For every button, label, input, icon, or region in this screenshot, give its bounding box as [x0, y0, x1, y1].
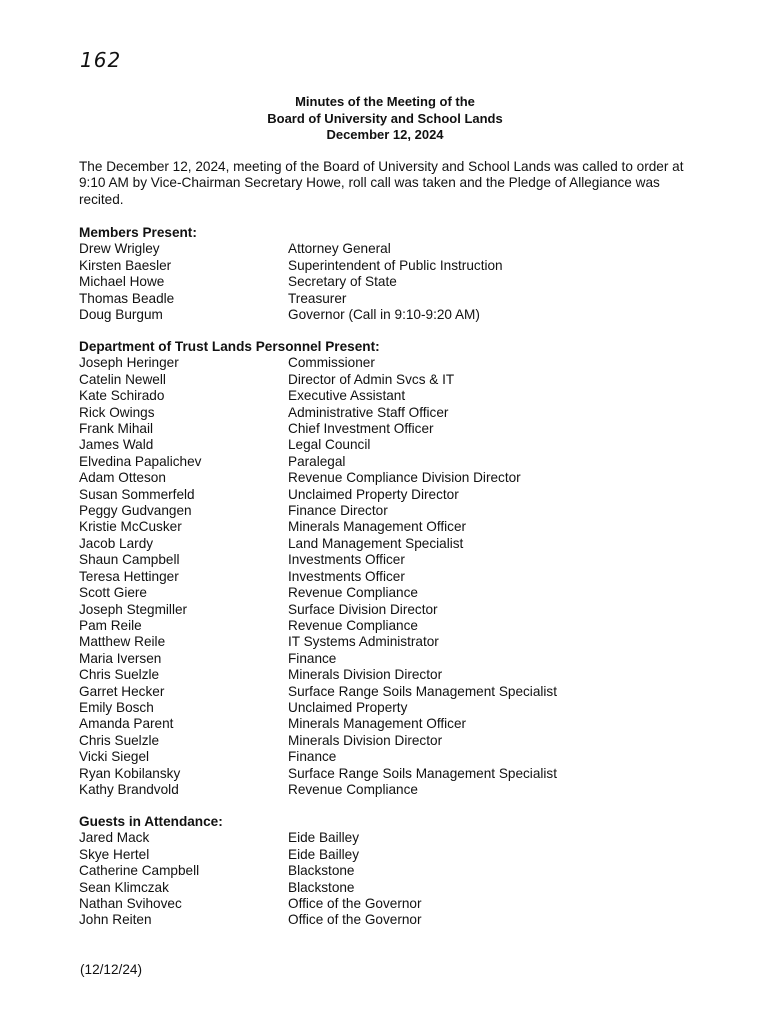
attendee-title: Unclaimed Property Director	[288, 486, 459, 502]
attendee-title: Legal Council	[288, 437, 371, 453]
attendee-row	[79, 863, 699, 879]
attendee-title: Secretary of State	[288, 274, 397, 290]
attendee-name: Amanda Parent	[79, 716, 174, 732]
attendee-name: Rick Owings	[79, 404, 155, 420]
attendee-row	[79, 274, 699, 290]
attendee-name: Scott Giere	[79, 585, 147, 601]
attendee-title: Superintendent of Public Instruction	[288, 257, 503, 273]
attendee-name: Chris Suelzle	[79, 667, 160, 683]
attendee-title: Blackstone	[288, 863, 355, 879]
attendee-name: Susan Sommerfeld	[79, 486, 195, 502]
attendee-row	[79, 896, 699, 912]
attendee-row	[79, 437, 699, 453]
attendee-title: Eide Bailley	[288, 846, 360, 862]
attendee-name: Pam Reile	[79, 617, 142, 633]
attendee-row	[79, 372, 699, 388]
attendee-name: Jacob Lardy	[79, 535, 154, 551]
attendee-row	[79, 470, 699, 486]
footer-date: (12/12/24)	[80, 962, 142, 977]
attendee-row	[79, 585, 699, 601]
attendee-row	[79, 258, 699, 274]
attendee-row	[79, 684, 699, 700]
attendee-name: Catelin Newell	[79, 371, 166, 387]
attendee-title: Surface Range Soils Management Specialist	[288, 765, 558, 781]
attendee-row	[79, 716, 699, 732]
attendee-title: Treasurer	[288, 290, 347, 306]
attendee-row	[79, 454, 699, 470]
guests-attendance-section	[79, 814, 699, 929]
title-line-2: Board of University and School Lands	[267, 110, 503, 126]
title-line-1: Minutes of the Meeting of the	[295, 94, 475, 109]
attendee-title: Surface Range Soils Management Specialist	[288, 683, 558, 699]
attendee-row	[79, 912, 699, 928]
attendee-row	[79, 733, 699, 749]
attendee-name: Teresa Hettinger	[79, 568, 179, 584]
attendee-title: Director of Admin Svcs & IT	[288, 371, 455, 387]
attendee-title: Land Management Specialist	[288, 535, 464, 551]
attendee-title: Revenue Compliance	[288, 781, 418, 797]
attendee-row	[79, 487, 699, 503]
attendee-row	[79, 880, 699, 896]
attendee-title: Finance	[288, 749, 337, 765]
attendee-row	[79, 388, 699, 404]
attendee-row	[79, 602, 699, 618]
attendee-name: Emily Bosch	[79, 699, 154, 715]
attendee-name: Thomas Beadle	[79, 290, 175, 306]
attendee-title: Blackstone	[288, 879, 355, 895]
attendee-title: Eide Bailley	[288, 830, 360, 846]
attendee-title: Chief Investment Officer	[288, 421, 434, 437]
attendee-title: Finance Director	[288, 503, 388, 519]
attendee-row	[79, 355, 699, 371]
attendee-name: Maria Iversen	[79, 650, 162, 666]
attendee-name: Kirsten Baesler	[79, 257, 172, 273]
attendee-row	[79, 782, 699, 798]
attendee-title: Revenue Compliance	[288, 585, 418, 601]
attendee-title: Administrative Staff Officer	[288, 404, 449, 420]
attendee-row	[79, 519, 699, 535]
attendee-title: Revenue Compliance Division Director	[288, 470, 521, 486]
attendee-title: Minerals Division Director	[288, 667, 443, 683]
attendee-row	[79, 405, 699, 421]
attendee-name: Catherine Campbell	[79, 863, 200, 879]
attendee-name: Adam Otteson	[79, 470, 166, 486]
document-title	[0, 94, 770, 144]
attendee-title: Office of the Governor	[288, 912, 422, 928]
attendee-name: James Wald	[79, 437, 154, 453]
attendee-title: Minerals Division Director	[288, 732, 443, 748]
attendee-row	[79, 651, 699, 667]
attendee-title: Office of the Governor	[288, 896, 422, 912]
attendee-row	[79, 667, 699, 683]
attendee-row	[79, 503, 699, 519]
title-line-3: December 12, 2024	[326, 127, 444, 142]
attendee-title: Minerals Management Officer	[288, 519, 467, 535]
attendee-name: Doug Burgum	[79, 307, 163, 323]
attendee-title: Minerals Management Officer	[288, 716, 467, 732]
attendee-name: Garret Hecker	[79, 683, 165, 699]
attendee-name: Joseph Stegmiller	[79, 601, 188, 617]
attendee-row	[79, 552, 699, 568]
attendee-name: Elvedina Papalichev	[79, 453, 202, 469]
attendee-title: Executive Assistant	[288, 388, 406, 404]
personnel-present-section	[79, 339, 699, 798]
intro-paragraph: The December 12, 2024, meeting of the Board of University and School Lands was called to order at 9:10 AM by Vice-Chairman Secretary Howe, roll call was taken and the Pledge of Allegiance was recited.	[79, 159, 684, 207]
attendee-name: Joseph Heringer	[79, 355, 179, 371]
attendee-row	[79, 536, 699, 552]
attendee-name: John Reiten	[79, 912, 152, 928]
attendee-row	[79, 749, 699, 765]
attendee-title: Paralegal	[288, 453, 346, 469]
attendee-row	[79, 241, 699, 257]
personnel-present-heading: Department of Trust Lands Personnel Present:	[79, 339, 380, 354]
attendee-row	[79, 634, 699, 650]
attendee-row	[79, 421, 699, 437]
members-present-section	[79, 225, 699, 323]
attendee-row	[79, 307, 699, 323]
attendee-title: Unclaimed Property	[288, 699, 408, 715]
attendee-row	[79, 700, 699, 716]
attendee-name: Peggy Gudvangen	[79, 503, 192, 519]
attendee-name: Kristie McCusker	[79, 519, 182, 535]
attendee-name: Matthew Reile	[79, 634, 166, 650]
attendee-row	[79, 618, 699, 634]
attendee-title: IT Systems Administrator	[288, 634, 439, 650]
attendee-name: Michael Howe	[79, 274, 165, 290]
attendee-title: Commissioner	[288, 355, 375, 371]
attendee-title: Investments Officer	[288, 552, 405, 568]
attendee-name: Nathan Svihovec	[79, 896, 182, 912]
guests-attendance-heading: Guests in Attendance:	[79, 814, 223, 829]
attendee-title: Attorney General	[288, 241, 391, 257]
attendee-name: Skye Hertel	[79, 846, 150, 862]
attendee-name: Ryan Kobilansky	[79, 765, 181, 781]
attendee-row	[79, 766, 699, 782]
attendee-name: Vicki Siegel	[79, 749, 150, 765]
attendee-row	[79, 847, 699, 863]
attendee-row	[79, 291, 699, 307]
attendee-name: Chris Suelzle	[79, 732, 160, 748]
attendee-title: Finance	[288, 650, 337, 666]
attendee-title: Revenue Compliance	[288, 617, 418, 633]
attendee-name: Kathy Brandvold	[79, 781, 179, 797]
attendee-name: Shaun Campbell	[79, 552, 180, 568]
attendee-title: Investments Officer	[288, 568, 405, 584]
attendee-title: Surface Division Director	[288, 601, 438, 617]
attendee-name: Kate Schirado	[79, 388, 165, 404]
attendee-name: Drew Wrigley	[79, 241, 160, 257]
attendee-row	[79, 569, 699, 585]
attendee-name: Sean Klimczak	[79, 879, 169, 895]
attendee-row	[79, 830, 699, 846]
page-number: 162	[80, 48, 122, 72]
attendee-title: Governor (Call in 9:10-9:20 AM)	[288, 307, 480, 323]
members-present-heading: Members Present:	[79, 225, 197, 240]
attendee-name: Jared Mack	[79, 830, 150, 846]
attendee-name: Frank Mihail	[79, 421, 154, 437]
